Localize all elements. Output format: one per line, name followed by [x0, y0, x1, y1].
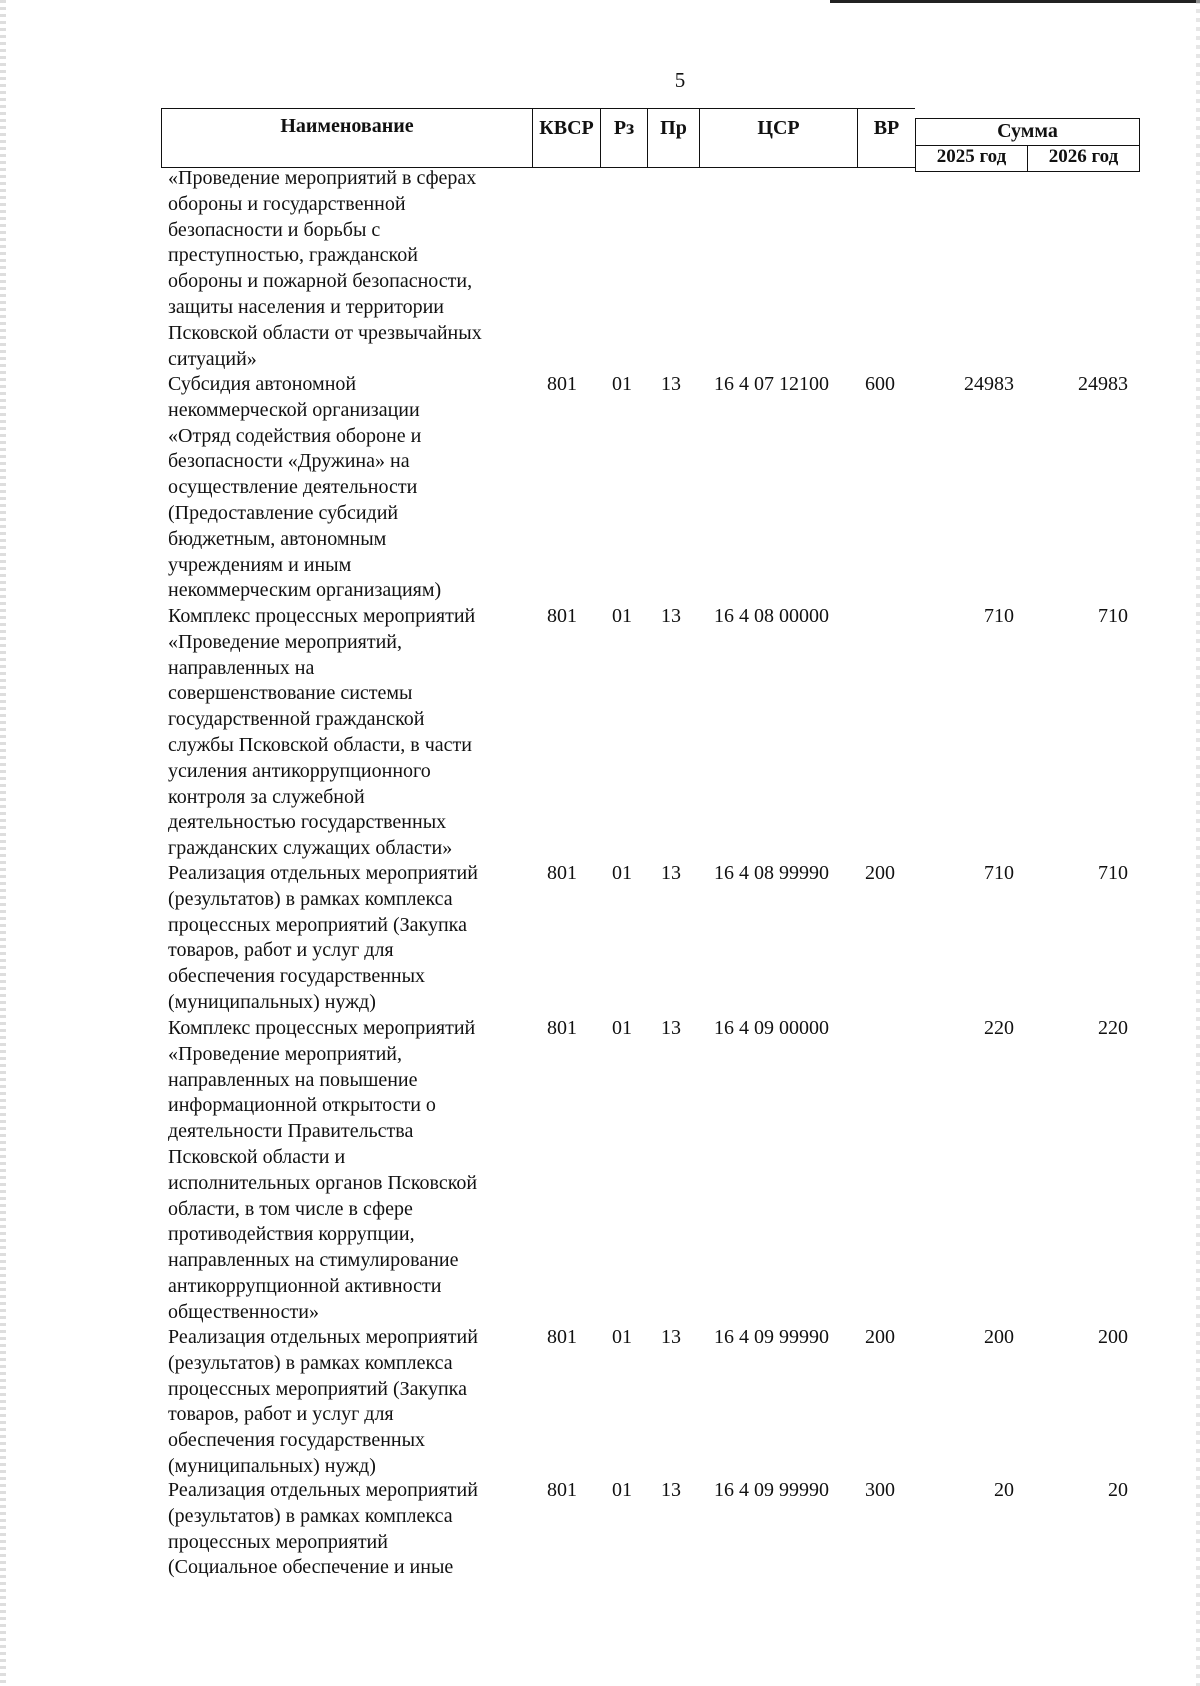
row-rz: 01 [612, 1479, 632, 1501]
row-sum-2026: 710 [1098, 605, 1128, 627]
row-vr: 200 [865, 1326, 895, 1348]
row-kvsr: 801 [547, 605, 577, 627]
row-sum-2026: 20 [1108, 1479, 1128, 1501]
row-vr: 200 [865, 862, 895, 884]
scan-right-edge [1196, 0, 1200, 1686]
row-vr: 300 [865, 1479, 895, 1501]
row-kvsr: 801 [547, 1479, 577, 1501]
row-pr: 13 [661, 1326, 681, 1348]
row-sum-2025: 20 [994, 1479, 1014, 1501]
row-sum-2025: 24983 [964, 373, 1014, 395]
header-year-2026: 2026 год [1027, 145, 1140, 172]
row-rz: 01 [612, 373, 632, 395]
row-sum-2025: 200 [984, 1326, 1014, 1348]
row-name: Комплекс процессных мероприятий «Проведение мероприятий, направленных на совершенствование системы государственной гражданской службы Псковской области, в части усиления антикоррупционного контроля за служебной деятельностью государственных гражданских служащих области» [168, 605, 476, 860]
row-csr: 16 4 07 12100 [714, 373, 829, 395]
row-vr: 600 [865, 373, 895, 395]
row-name: Субсидия автономной некоммерческой организации «Отряд содействия обороне и безопасности «Дружина» на осуществление деятельности (Предоставление субсидий бюджетным, автономным учреждениям и иным некоммерческим организациям) [168, 373, 442, 602]
row-pr: 13 [661, 1017, 681, 1039]
header-csr: ЦСР [699, 108, 857, 168]
page-number: 5 [674, 68, 686, 92]
row-kvsr: 801 [547, 862, 577, 884]
row-rz: 01 [612, 605, 632, 627]
row-pr: 13 [661, 1479, 681, 1501]
row-sum-2025: 220 [984, 1017, 1014, 1039]
row-csr: 16 4 08 99990 [714, 862, 829, 884]
row-csr: 16 4 09 00000 [714, 1017, 829, 1039]
row-name: Реализация отдельных мероприятий (результатов) в рамках комплекса процессных мероприятий (Социальное обеспечение и иные [168, 1479, 478, 1579]
row-pr: 13 [661, 862, 681, 884]
row-name: Реализация отдельных мероприятий (результатов) в рамках комплекса процессных мероприятий (Закупка товаров, работ и услуг для обеспечения государственных (муниципальных) нужд) [168, 862, 478, 1013]
row-csr: 16 4 08 00000 [714, 605, 829, 627]
header-year-2025: 2025 год [915, 145, 1027, 172]
scan-left-edge [0, 0, 6, 1686]
row-csr: 16 4 09 99990 [714, 1326, 829, 1348]
header-sum: Сумма [915, 118, 1140, 145]
row-rz: 01 [612, 1326, 632, 1348]
row-sum-2025: 710 [984, 862, 1014, 884]
row-name: «Проведение мероприятий в сферах обороны и государственной безопасности и борьбы с преступностью, гражданской обороны и пожарной безопасности, защиты населения и территории Псковской области от чрезвычайных ситуаций» [168, 167, 482, 370]
row-pr: 13 [661, 373, 681, 395]
row-sum-2026: 24983 [1078, 373, 1128, 395]
row-rz: 01 [612, 1017, 632, 1039]
header-rz: Рз [600, 108, 647, 168]
row-name: Комплекс процессных мероприятий «Проведение мероприятий, направленных на повышение информационной открытости о деятельности Правительства Псковской области и исполнительных органов Псковской области, в том числе в сфере противодействия коррупции, направленных на стимулирование антикоррупционной активности общественности» [168, 1017, 478, 1323]
header-vr: ВР [857, 108, 915, 168]
row-sum-2026: 200 [1098, 1326, 1128, 1348]
header-name: Наименование [161, 108, 532, 168]
scan-edge-line [830, 0, 1200, 3]
row-kvsr: 801 [547, 1017, 577, 1039]
row-sum-2025: 710 [984, 605, 1014, 627]
row-kvsr: 801 [547, 1326, 577, 1348]
row-sum-2026: 220 [1098, 1017, 1128, 1039]
row-csr: 16 4 09 99990 [714, 1479, 829, 1501]
table-header [161, 108, 1140, 172]
row-kvsr: 801 [547, 373, 577, 395]
header-kvsr: КВСР [532, 108, 600, 168]
row-sum-2026: 710 [1098, 862, 1128, 884]
row-name: Реализация отдельных мероприятий (результатов) в рамках комплекса процессных мероприятий (Закупка товаров, работ и услуг для обеспечения государственных (муниципальных) нужд) [168, 1326, 478, 1477]
row-rz: 01 [612, 862, 632, 884]
header-pr: Пр [647, 108, 699, 168]
row-pr: 13 [661, 605, 681, 627]
